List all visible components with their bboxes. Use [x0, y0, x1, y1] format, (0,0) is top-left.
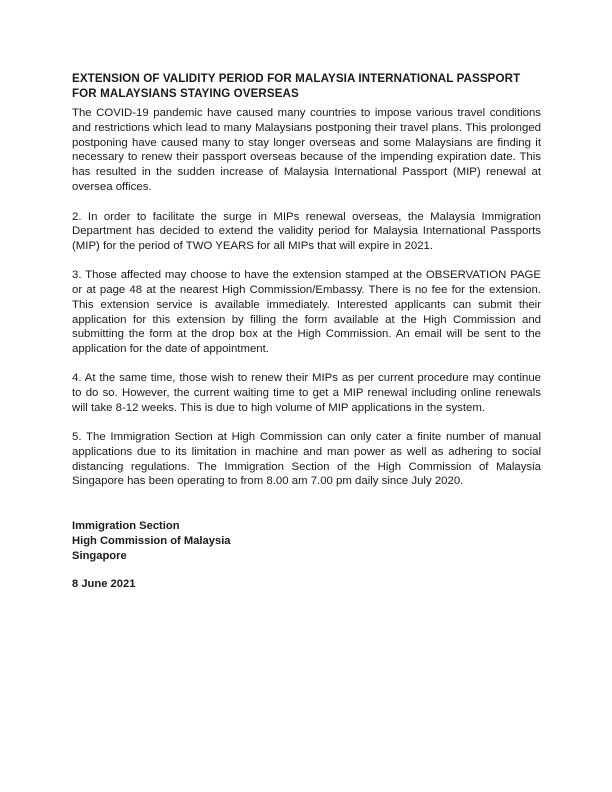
title-line-1: EXTENSION OF VALIDITY PERIOD FOR MALAYSIA INTERNATIONAL PASSPORT [72, 72, 521, 85]
paragraph-4: 4. At the same time, those wish to renew their MIPs as per current procedure may continue to do so. However, the current waiting time to get a MIP renewal including online renewals will take 8-12 weeks. This is due to high volume of MIP applications in the system. [72, 372, 541, 414]
document-date: 8 June 2021 [72, 578, 136, 591]
document-title [72, 71, 541, 101]
paragraph-intro: The COVID-19 pandemic have caused many countries to impose various travel conditions and restrictions which lead to many Malaysians postponing their travel plans. This prolonged postponing have caused many to stay longer overseas and some Malaysians are finding it necessary to renew their passport overseas because of the impending expiration date. This has resulted in the sudden increase of Malaysia International Passport (MIP) renewal at oversea offices. [72, 107, 541, 193]
signature-block [72, 519, 541, 563]
paragraph-5: 5. The Immigration Section at High Commission can only cater a finite number of manual applications due to its limitation in machine and man power as well as adhering to social distancing regulations. The Immigration Section of the High Commission of Malaysia Singapore has been operating to from 8.00 am 7.00 pm daily since July 2020. [72, 431, 541, 488]
paragraph-3: 3. Those affected may choose to have the extension stamped at the OBSERVATION PAGE or at page 48 at the nearest High Commission/Embassy. There is no fee for the extension. This extension service is available immediately. Interested applicants can submit their application for this extension by filling the form available at the High Commission and submitting the form at the drop box at the High Commission. An email will be sent to the application for the date of appointment. [72, 269, 541, 355]
signature-location: Singapore [72, 549, 127, 562]
signature-organization: High Commission of Malaysia [72, 534, 231, 547]
paragraph-2: 2. In order to facilitate the surge in MIPs renewal overseas, the Malaysia Immigration Department has decided to extend the validity period for Malaysia International Passports (MIP) for the period of TWO YEARS for all MIPs that will expire in 2021. [72, 210, 541, 252]
document-page [72, 71, 541, 592]
signature-department: Immigration Section [72, 520, 180, 532]
title-line-2: FOR MALAYSIANS STAYING OVERSEAS [72, 87, 299, 100]
